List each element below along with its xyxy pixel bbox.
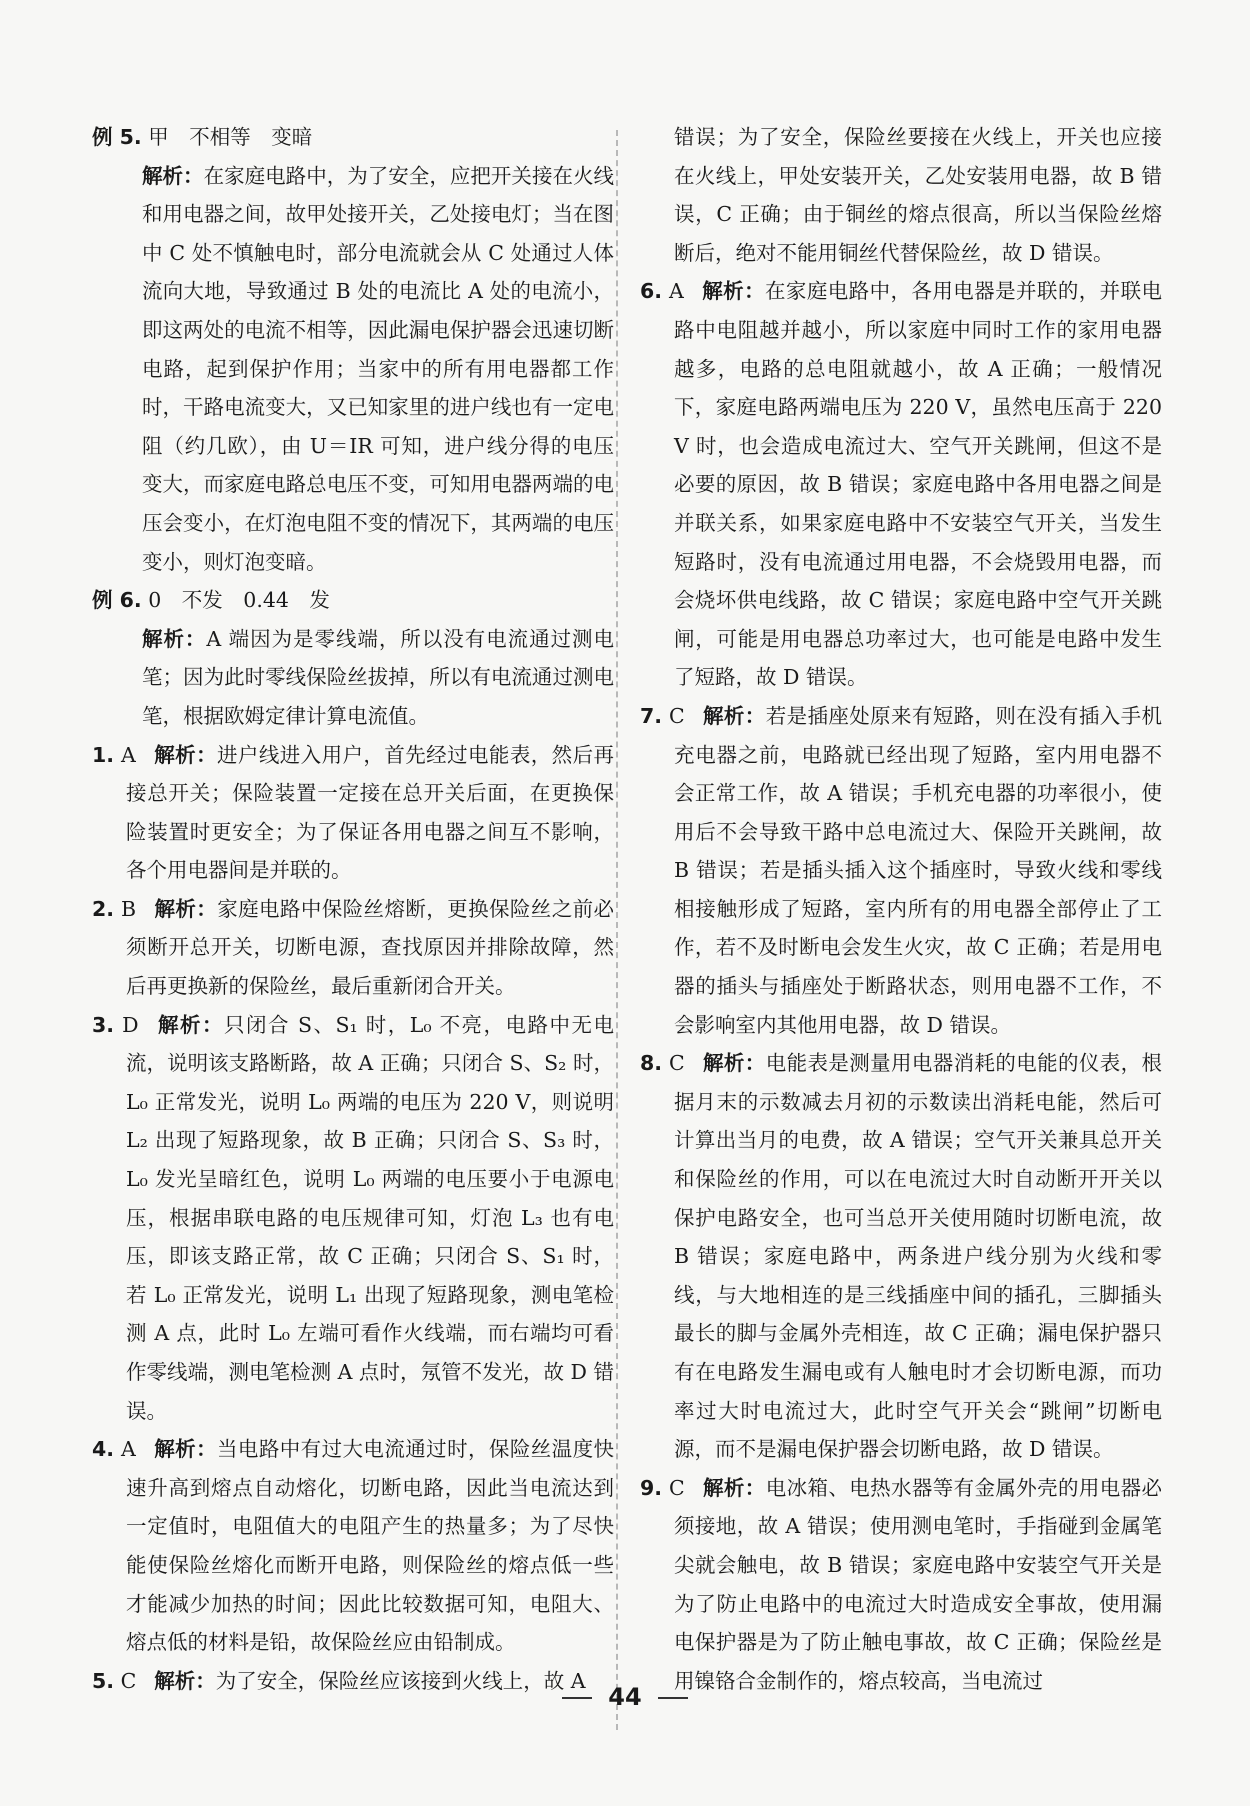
analysis-text: 若是插座处原来有短路，则在没有插入手机充电器之前，电路就已经出现了短路，室内用电器不会正常工作，故 A 错误；手机充电器的功率很小，使用后不会导致干路中总电流过大、保险开关跳闸，故 B 错误；若是插头插入这个插座时，导致火线和零线相接触形成了短路，室内所有的用电器全部停止了工作，若不及时断电会发生火灾，故 C 正确；若是用电器的插头与插座处于断路状态，则用电器不工作，不会影响室内其他用电器，故 D 错误。 — [674, 703, 1163, 1037]
item-answer: D — [122, 1012, 139, 1037]
item-answer: C — [120, 1668, 137, 1693]
question-2 — [92, 890, 614, 1006]
item-answer: 0 不发 0.44 发 — [148, 588, 330, 613]
analysis-text: 进户线进入用户，首先经过电能表，然后再接总开关；保险装置一定接在总开关后面，在更换保险装置时更安全；为了保证各用电器之间互不影响，各个用电器间是并联的。 — [126, 742, 614, 883]
example-6-answer — [92, 581, 614, 620]
footer-dash-left — [562, 1697, 592, 1699]
item-number: 5. — [92, 1668, 115, 1693]
item-answer: A — [121, 742, 136, 767]
item-answer: A — [121, 1437, 136, 1462]
item-answer: B — [121, 896, 137, 921]
item-answer: C — [668, 1475, 685, 1500]
item-number: 2. — [92, 896, 115, 921]
item-answer: C — [668, 703, 685, 728]
analysis-label: 解析： — [701, 279, 765, 304]
analysis-label: 解析： — [702, 703, 766, 728]
example-5-analysis — [92, 157, 614, 582]
analysis-label: 解析： — [142, 626, 207, 651]
item-number: 9. — [640, 1475, 663, 1500]
example-5-answer — [92, 118, 614, 157]
question-4 — [92, 1430, 614, 1662]
item-number: 4. — [92, 1437, 115, 1462]
footer-dash-right — [658, 1697, 688, 1699]
question-1 — [92, 736, 614, 890]
column-divider — [616, 130, 618, 1730]
item-answer: 甲 不相等 变暗 — [148, 125, 313, 149]
analysis-text: 电冰箱、电热水器等有金属外壳的用电器必须接地，故 A 错误；使用测电笔时，手指碰到金属笔尖就会触电，故 B 错误；家庭电路中安装空气开关是为了防止电路中的电流过大时造成安全事故，使用漏电保护器是为了防止触电事故，故 C 正确；保险丝是用镍铬合金制作的，熔点较高，当电流过 — [674, 1475, 1163, 1693]
analysis-text: 只闭合 S、S₁ 时，L₀ 不亮，电路中无电流，说明该支路断路，故 A 正确；只闭合 S、S₂ 时，L₀ 正常发光，说明 L₀ 两端的电压为 220 V，则说明 L₂ 出现了短路现象，故 B 正确；只闭合 S、S₃ 时，L₀ 发光呈暗红色，说明 L₀ 两端的电压要小于电源电压，根据串联电路的电压规律可知，灯泡 L₃ 也有电压，即该支路正常，故 C 正确；只闭合 S、S₁ 时，若 L₀ 正常发光，说明 L₁ 出现了短路现象，测电笔检测 A 点，此时 L₀ 左端可看作火线端，而右端均可看作零线端，测电笔检测 A 点时，氖管不发光，故 D 错误。 — [126, 1012, 615, 1423]
item-number: 3. — [92, 1012, 115, 1037]
analysis-text: A 端因为是零线端，所以没有电流通过测电笔；因为此时零线保险丝拔掉，所以有电流通过测电笔，根据欧姆定律计算电流值。 — [142, 626, 615, 728]
question-8 — [640, 1044, 1162, 1469]
right-column — [640, 118, 1162, 1700]
analysis-text: 错误；为了安全，保险丝要接在火线上，开关也应接在火线上，甲处安装开关，乙处安装用电器，故 B 错误，C 正确；由于铜丝的熔点很高，所以当保险丝熔断后，绝对不能用铜丝代替保险丝，故 D 错误。 — [674, 125, 1162, 265]
item-number: 8. — [640, 1051, 663, 1076]
analysis-label: 解析： — [702, 1475, 766, 1500]
item-number: 6. — [640, 279, 663, 304]
analysis-text: 电能表是测量用电器消耗的电能的仪表，根据月末的示数减去月初的示数读出消耗电能，然后可计算出当月的电费，故 A 错误；空气开关兼具总开关和保险丝的作用，可以在电流过大时自动断开开关以保护电路安全，也可当总开关使用随时切断电流，故 B 错误；家庭电路中，两条进户线分别为火线和零线，与大地相连的是三线插座中间的插孔，三脚插头最长的脚与金属外壳相连，故 C 正确；漏电保护器只有在电路发生漏电或有人触电时才会切断电源，而功率过大时电流过大，此时空气开关会“跳闸”切断电源，而不是漏电保护器会切断电路，故 D 错误。 — [674, 1051, 1163, 1462]
analysis-text: 当电路中有过大电流通过时，保险丝温度快速升高到熔点自动熔化，切断电路，因此当电流达到一定值时，电阻值大的电阻产生的热量多；为了尽快能使保险丝熔化而断开电路，则保险丝的熔点低一些才能减少加热的时间；因此比较数据可知，电阻大、熔点低的材料是铅，故保险丝应由铅制成。 — [126, 1437, 614, 1655]
analysis-label: 解析： — [154, 1668, 216, 1693]
analysis-label: 解析： — [153, 742, 217, 767]
analysis-text: 在家庭电路中，为了安全，应把开关接在火线和用电器之间，故甲处接开关，乙处接电灯；当在图中 C 处不慎触电时，部分电流就会从 C 处通过人体流向大地，导致通过 B 处的电流比 A 处的电流小，即这两处的电流不相等，因此漏电保护器会迅速切断电路，起到保护作用；当家中的所有用电器都工作时，干路电流变大，又已知家里的进户线也有一定电阻（约几欧），由 U＝IR 可知，进户线分得的电压变大，而家庭电路总电压不变，可知用电器两端的电压会变小，在灯泡电阻不变的情况下，其两端的电压变小，则灯泡变暗。 — [142, 163, 615, 574]
example-6-analysis — [92, 620, 614, 736]
item-number: 7. — [640, 703, 663, 728]
analysis-label: 解析： — [154, 896, 218, 921]
left-column — [92, 118, 614, 1700]
analysis-label: 解析： — [142, 163, 204, 188]
question-6 — [640, 272, 1162, 697]
item-answer: A — [669, 279, 684, 304]
analysis-label: 解析： — [156, 1012, 224, 1037]
question-9 — [640, 1469, 1162, 1701]
analysis-text: 为了安全，保险丝应该接到火线上，故 A — [215, 1668, 586, 1693]
analysis-label: 解析： — [702, 1051, 766, 1076]
analysis-label: 解析： — [153, 1437, 217, 1462]
question-5-continued — [640, 118, 1162, 272]
page-footer — [0, 1683, 1250, 1711]
item-number: 1. — [92, 742, 115, 767]
analysis-text: 家庭电路中保险丝熔断，更换保险丝之前必须断开总开关，切断电源，查找原因并排除故障，然后再更换新的保险丝，最后重新闭合开关。 — [126, 896, 615, 999]
question-7 — [640, 697, 1162, 1044]
page-number: 44 — [608, 1683, 642, 1711]
item-number: 例 5. — [92, 125, 142, 149]
question-3 — [92, 1006, 614, 1431]
analysis-text: 在家庭电路中，各用电器是并联的，并联电路中电阻越并越小，所以家庭中同时工作的家用电器越多，电路的总电阻就越小，故 A 正确；一般情况下，家庭电路两端电压为 220 V，虽然电压高于 220 V 时，也会造成电流过大、空气开关跳闸，但这不是必要的原因，故 B 错误；家庭电路中各用电器之间是并联关系，如果家庭电路中不安装空气开关，当发生短路时，没有电流通过用电器，不会烧毁用电器，而会烧坏供电线路，故 C 错误；家庭电路中空气开关跳闸，可能是用电器总功率过大，也可能是电路中发生了短路，故 D 错误。 — [674, 279, 1162, 690]
item-answer: C — [668, 1051, 685, 1076]
item-number: 例 6. — [92, 588, 142, 613]
